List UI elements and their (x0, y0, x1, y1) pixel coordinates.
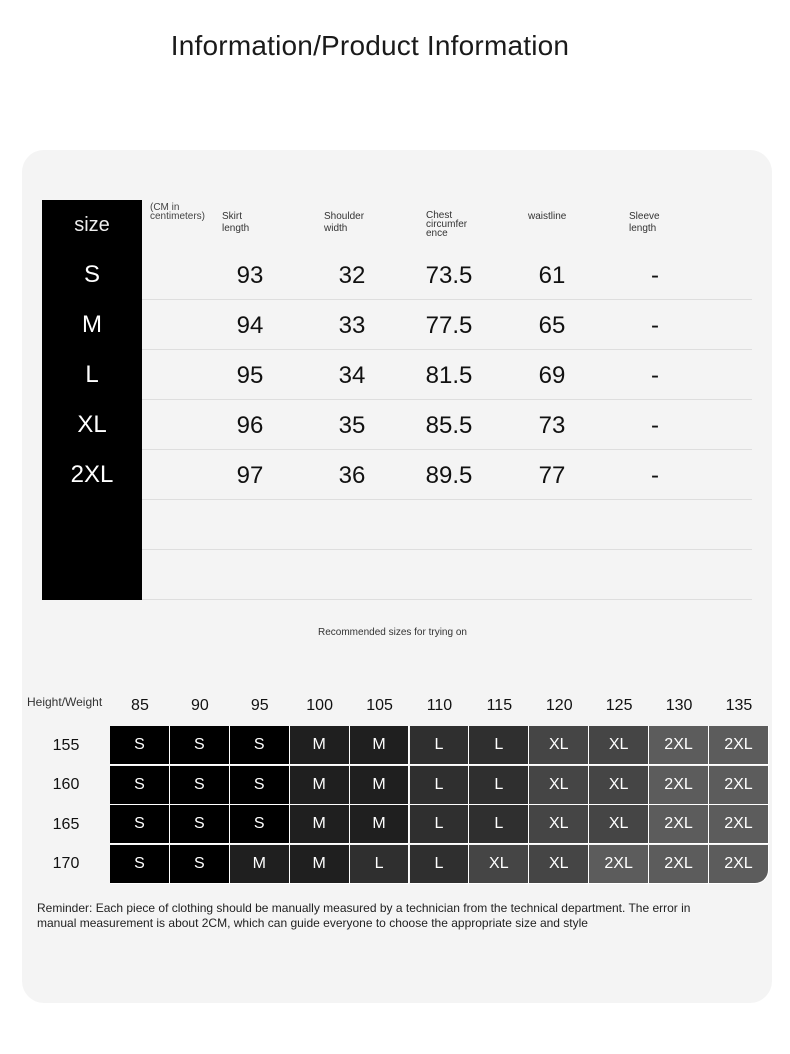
size-cell: L (469, 766, 529, 805)
size-row (42, 450, 752, 500)
size-cell: XL (469, 845, 529, 884)
size-value-sleeve: - (651, 262, 659, 289)
height-label: 160 (52, 776, 80, 793)
size-header: size (42, 200, 142, 250)
size-value-shoulder: 33 (338, 312, 366, 339)
size-cell: 2XL (589, 845, 649, 884)
size-cell: XL (589, 805, 649, 844)
page-title: Information/Product Information (170, 30, 570, 61)
size-cell: 2XL (709, 805, 769, 844)
size-value-sleeve: - (651, 312, 659, 339)
size-cell: S (110, 805, 170, 844)
size-value-sleeve: - (651, 412, 659, 439)
size-cell: M (290, 845, 350, 884)
size-cell: S (170, 766, 230, 805)
size-cell: 2XL (649, 766, 709, 805)
size-value-waist: 73 (538, 412, 566, 439)
size-label (42, 550, 142, 600)
weight-header: 90 (190, 697, 209, 714)
size-value-chest: 81.5 (425, 362, 473, 389)
size-value-skirt: 93 (236, 262, 264, 289)
size-cell: S (170, 805, 230, 844)
weight-header: 115 (486, 697, 513, 714)
size-cell: L (410, 766, 470, 805)
size-row (42, 400, 752, 450)
size-cell: M (290, 805, 350, 844)
size-value-shoulder: 36 (338, 462, 366, 489)
size-cell: S (110, 726, 170, 765)
size-cell: L (469, 805, 529, 844)
col-sleeve-length: Sleeve length (629, 211, 660, 234)
size-cell: S (110, 766, 170, 805)
row-divider (142, 599, 752, 600)
weight-header: 130 (665, 697, 693, 714)
size-cell: M (290, 726, 350, 765)
size-cell: S (230, 766, 290, 805)
size-cell: M (350, 726, 410, 765)
unit-label: (CM in centimeters) (150, 202, 206, 222)
reminder-note: Reminder: Each piece of clothing should be manually measured by a technician from the technical department. The error in manual measurement is about 2CM, which can guide everyone to choose the appropriate size and style (37, 901, 691, 930)
size-cell: 2XL (649, 805, 709, 844)
weight-header: 110 (426, 697, 453, 714)
size-cell: L (410, 805, 470, 844)
size-value-waist: 77 (538, 462, 566, 489)
size-cell: XL (529, 845, 589, 884)
size-cell: L (410, 845, 470, 884)
size-label: 2XL (42, 450, 142, 500)
size-label: XL (42, 400, 142, 450)
size-value-skirt: 97 (236, 462, 264, 489)
size-row (42, 500, 752, 550)
weight-header: 85 (131, 697, 149, 714)
size-cell: 2XL (709, 766, 769, 805)
size-value-chest: 85.5 (425, 412, 473, 439)
size-label: M (42, 300, 142, 350)
size-cell: 2XL (709, 726, 769, 765)
size-cell: S (110, 845, 170, 884)
weight-header: 105 (366, 697, 393, 714)
size-value-skirt: 94 (236, 312, 264, 339)
size-cell: XL (529, 766, 589, 805)
size-cell: L (350, 845, 410, 884)
size-label (42, 500, 142, 550)
size-row (42, 350, 752, 400)
size-recommendation-grid (22, 686, 770, 884)
size-row (42, 550, 752, 600)
size-cell: 2XL (649, 726, 709, 765)
height-label: 165 (52, 815, 80, 833)
size-cell: 2XL (649, 845, 709, 884)
size-value-skirt: 95 (236, 362, 264, 389)
size-cell: XL (529, 726, 589, 765)
size-value-sleeve: - (651, 362, 659, 389)
size-row (42, 250, 752, 300)
size-cell: M (230, 845, 290, 884)
size-value-chest: 73.5 (425, 262, 473, 289)
size-value-chest: 77.5 (425, 312, 473, 339)
size-cell: 2XL (709, 845, 769, 884)
size-cell: S (230, 726, 290, 765)
col-shoulder-width: Shoulder width (324, 211, 365, 234)
weight-header: 120 (545, 697, 573, 714)
col-chest-circumference: Chest circumfer ence (426, 210, 468, 239)
size-value-waist: 65 (538, 312, 566, 339)
weight-header: 125 (605, 697, 633, 714)
size-cell: M (350, 805, 410, 844)
height-label: 170 (52, 855, 80, 872)
size-value-shoulder: 32 (338, 262, 366, 289)
col-waistline: waistline (528, 211, 567, 222)
size-value-waist: 69 (538, 362, 566, 389)
size-cell: L (469, 726, 529, 765)
size-cell: M (290, 766, 350, 805)
size-value-shoulder: 35 (338, 412, 366, 439)
size-label: L (42, 350, 142, 400)
weight-header: 95 (250, 697, 269, 714)
size-cell: XL (529, 805, 589, 844)
size-cell: S (170, 726, 230, 765)
col-skirt-length: Skirt length (222, 211, 250, 234)
size-cell: S (170, 845, 230, 884)
size-label: S (42, 250, 142, 300)
size-cell: M (350, 766, 410, 805)
size-row (42, 300, 752, 350)
size-cell: XL (589, 726, 649, 765)
size-value-shoulder: 34 (338, 362, 366, 389)
size-value-skirt: 96 (236, 412, 264, 439)
size-cell: XL (589, 766, 649, 805)
size-cell: L (410, 726, 470, 765)
size-value-chest: 89.5 (425, 462, 473, 489)
recommend-label: Recommended sizes for trying on (318, 627, 467, 638)
height-label: 155 (52, 736, 80, 754)
weight-header: 100 (306, 697, 333, 714)
height-weight-label: Height/Weight (27, 695, 103, 709)
size-cell: S (230, 805, 290, 844)
weight-header: 135 (725, 697, 753, 714)
size-value-sleeve: - (651, 462, 659, 489)
size-value-waist: 61 (538, 262, 566, 289)
